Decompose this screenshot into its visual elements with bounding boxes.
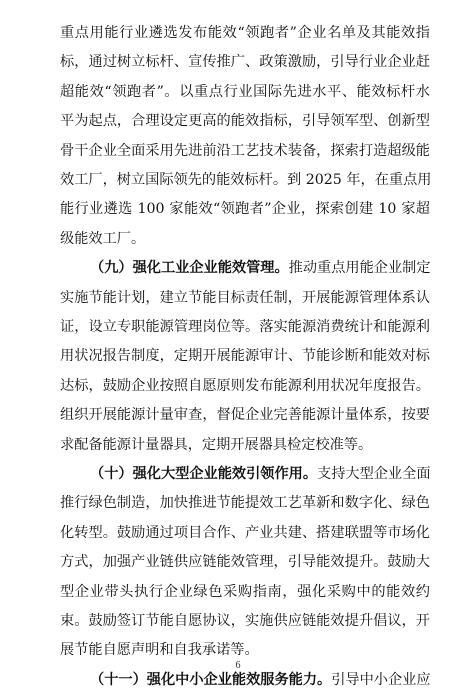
page-number: 6 [235, 660, 241, 671]
section-10-heading: （十）强化大型企业能效引领作用。 [90, 466, 318, 482]
paragraph-line: 重点用能行业遴选发布能效“领跑者”企业名单及其能效指 [60, 25, 430, 41]
paragraph-line: 平为起点，合理设定更高的能效指标，引导领军型、创新型 [60, 113, 430, 130]
paragraph-line: 能行业遴选 100 家能效“领跑者”企业，探索创建 10 家超 [60, 201, 430, 218]
section-11-first-line-text: 引导中小企业应 [331, 671, 431, 688]
paragraph-line: 证，设立专职能源管理岗位等。落实能源消费统计和能源利 [60, 319, 430, 335]
paragraph-line: 骨干企业全面采用先进前沿工艺技术装备，探索打造超级能 [60, 142, 430, 159]
paragraph-line: 组织开展能源计量审查，督促企业完善能源计量体系，按要 [60, 407, 430, 424]
section-11-heading: （十一）强化中小企业能效服务能力。 [90, 671, 332, 688]
paragraph-line: 达标，鼓励企业按照自愿原则发布能源利用状况年度报告。 [60, 377, 430, 394]
paragraph-line: 用状况报告制度，定期开展能源审计、节能诊断和能效对标 [60, 348, 430, 365]
section-10-first-line [90, 463, 430, 485]
paragraph-line: 实施节能计划，建立节能目标责任制，开展能源管理体系认 [60, 289, 430, 306]
section-9-heading: （九）强化工业企业能效管理。 [90, 260, 289, 277]
section-9-first-line [90, 257, 430, 279]
paragraph-line: 求配备能源计量器具，定期开展器具检定校准等。 [60, 436, 373, 453]
paragraph-line: 束。鼓励签订节能自愿协议，实施供应链能效提升倡议，开 [60, 613, 430, 629]
paragraph-line: 方式，加强产业链供应链能效管理，引导能效提升。鼓励大 [60, 554, 430, 571]
section-10-first-line-text: 支持大型企业全面 [317, 466, 431, 482]
paragraph-line: 展节能自愿声明和自我承诺等。 [60, 642, 259, 659]
paragraph-line: 推行绿色制造，加快推进节能提效工艺革新和数字化、绿色 [60, 495, 430, 512]
section-11-first-line [90, 669, 430, 691]
section-9-first-line-text: 推动重点用能企业制定 [288, 260, 431, 277]
paragraph-line: 标，通过树立标杆、宣传推广、政策激励，引导行业企业赶 [60, 54, 430, 71]
paragraph-line: 级能效工厂。 [60, 230, 146, 247]
paragraph-line: 效工厂，树立国际领先的能效标杆。到 2025 年，在重点用 [60, 172, 432, 188]
paragraph-line: 超能效“领跑者”。以重点行业国际先进水平、能效标杆水 [60, 83, 430, 100]
paragraph-line: 型企业带头执行企业绿色采购指南，强化采购中的能效约 [60, 583, 430, 600]
paragraph-line: 化转型。鼓励通过项目合作、产业共建、搭建联盟等市场化 [60, 524, 430, 541]
